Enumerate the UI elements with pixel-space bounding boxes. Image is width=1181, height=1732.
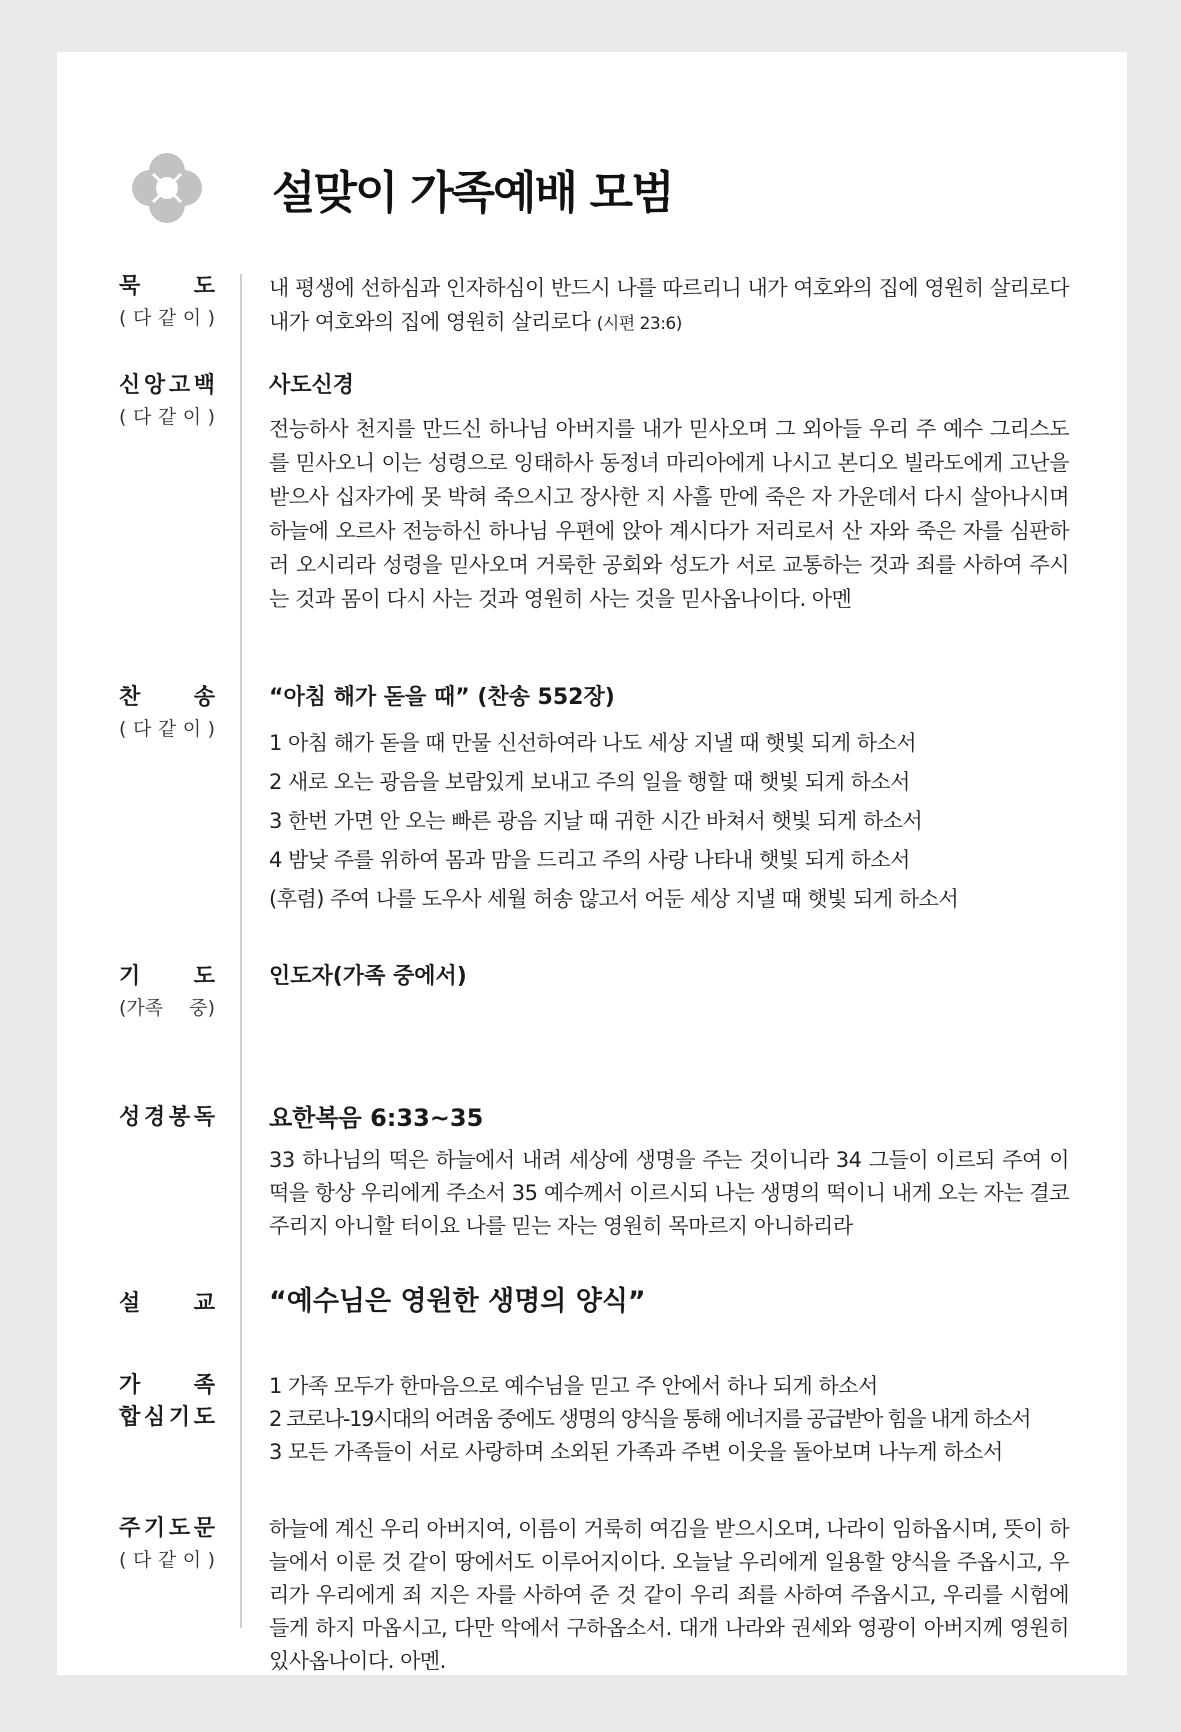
hymn-verse: 4 밤낮 주를 위하여 몸과 맘을 드리고 주의 사랑 나타내 햇빛 되게 하소서 bbox=[269, 848, 910, 872]
label-main: 주 기 도 문 bbox=[119, 1516, 215, 1541]
label-sub: (가족 중) bbox=[119, 997, 215, 1019]
hymn-title: “아침 해가 돋을 때” (찬송 552장) bbox=[269, 685, 615, 710]
section-label bbox=[119, 1370, 215, 1434]
section-content bbox=[269, 1370, 1069, 1469]
label-sub: ( 다 같 이 ) bbox=[119, 307, 215, 329]
label-main: 찬 송 bbox=[119, 685, 215, 710]
scripture-text: 33 하나님의 떡은 하늘에서 내려 세상에 생명을 주는 것이니라 34 그들이 이르되 주여 이 떡을 항상 우리에게 주소서 35 예수께서 이르시되 나는 생명의 떡이니 내게 오는 자는 결코 주리지 아니할 터이요 나를 믿는 자는 영원히 목마르지 아니하리라 bbox=[269, 1148, 1069, 1238]
label-main: 가 족 bbox=[119, 1373, 215, 1398]
label-sub: ( 다 같 이 ) bbox=[119, 718, 215, 740]
sermon-title: “예수님은 영원한 생명의 양식” bbox=[269, 1286, 646, 1317]
hymn-refrain: (후렴) 주여 나를 도우사 세월 허송 않고서 어둔 세상 지낼 때 햇빛 되게 하소서 bbox=[269, 887, 959, 911]
label-main: 묵 도 bbox=[119, 274, 215, 299]
scripture-reference: (시편 23:6) bbox=[596, 314, 682, 334]
document-page bbox=[57, 52, 1127, 1675]
section-heading: 사도신경 bbox=[269, 373, 355, 398]
section-heading: 인도자(가족 중에서) bbox=[269, 964, 467, 989]
label-main: 설 교 bbox=[119, 1291, 215, 1316]
creed-text: 전능하사 천지를 만드신 하나님 아버지를 내가 믿사오며 그 외아들 우리 주 예수 그리스도를 믿사오니 이는 성령으로 잉태하사 동정녀 마리아에게 나시고 본디오 빌라도에게 고난을 받으사 십자가에 못 박혀 죽으시고 장사한 지 사흘 만에 죽은 자 가운데서 다시 살아나시며 하늘에 오르사 전능하신 하나님 우편에 앉아 계시다가 저리로서 산 자와 죽은 자를 심판하러 오시리라 성령을 믿사오며 거룩한 공회와 성도가 서로 교통하는 것과 죄를 사하여 주시는 것과 몸이 다시 사는 것과 영원히 사는 것을 믿사옵나이다. 아멘 bbox=[269, 417, 1069, 611]
scripture-heading: 요한복음 6:33~35 bbox=[269, 1104, 484, 1132]
prayer-item: 1 가족 모두가 한마음으로 예수님을 믿고 주 안에서 하나 되게 하소서 bbox=[269, 1374, 878, 1398]
section-content bbox=[269, 370, 1069, 616]
page-title: 설맞이 가족예배 모범 bbox=[272, 166, 673, 219]
hymn-verse: 1 아침 해가 돋을 때 만물 신선하여라 나도 세상 지낼 때 햇빛 되게 하소서 bbox=[269, 731, 917, 755]
hymn-verse: 3 한번 가면 안 오는 빠른 광음 지날 때 귀한 시간 바쳐서 햇빛 되게 하소서 bbox=[269, 809, 923, 833]
section-label bbox=[119, 271, 215, 334]
lords-prayer-text: 하늘에 계신 우리 아버지여, 이름이 거룩히 여김을 받으시오며, 나라이 임하옵시며, 뜻이 하늘에서 이룬 것 같이 땅에서도 이루어지이다. 오늘날 우리에게 일용할 양식을 주옵시고, 우리가 우리에게 죄 지은 자를 사하여 준 것 같이 우리 죄를 사하여 주옵시고, 우리를 시험에 들게 하지 마옵시고, 다만 악에서 구하옵소서. 대개 나라와 권세와 영광이 아버지께 영원히 있사옵나이다. 아멘. bbox=[269, 1517, 1069, 1673]
section-label bbox=[119, 370, 215, 433]
section-content bbox=[269, 1102, 1069, 1243]
label-main: 성 경 봉 독 bbox=[119, 1105, 215, 1130]
section-label bbox=[119, 682, 215, 745]
section-label bbox=[119, 1102, 215, 1134]
label-sub: ( 다 같 이 ) bbox=[119, 406, 215, 428]
section-label bbox=[119, 1513, 215, 1576]
prayer-item: 3 모든 가족들이 서로 사랑하며 소외된 가족과 주변 이웃을 돌아보며 나누게 하소서 bbox=[269, 1440, 1003, 1464]
hymn-verse: 2 새로 오는 광음을 보람있게 보내고 주의 일을 행할 때 햇빛 되게 하소서 bbox=[269, 770, 910, 794]
label-sub: ( 다 같 이 ) bbox=[119, 1549, 215, 1571]
section-content bbox=[269, 682, 1069, 919]
section-content bbox=[269, 1513, 1069, 1678]
section-label bbox=[119, 961, 215, 1024]
prayer-item: 2 코로나-19시대의 어려움 중에도 생명의 양식을 통해 에너지를 공급받아 힘을 내게 하소서 bbox=[269, 1407, 1031, 1431]
section-content bbox=[269, 1284, 1069, 1320]
section-label bbox=[119, 1288, 215, 1320]
label-main: 기 도 bbox=[119, 964, 215, 989]
section-content bbox=[269, 961, 1069, 1003]
flower-ornament-icon bbox=[129, 150, 205, 226]
scripture-text: 내 평생에 선하심과 인자하심이 반드시 나를 따르리니 내가 여호와의 집에 영원히 살리로다 내가 여호와의 집에 영원히 살리로다 (시편 23:6) bbox=[269, 276, 1070, 334]
label-main-line2: 합 심 기 도 bbox=[119, 1405, 215, 1430]
label-main: 신 앙 고 백 bbox=[119, 373, 215, 398]
vertical-divider bbox=[240, 274, 242, 1628]
section-content bbox=[269, 271, 1069, 341]
